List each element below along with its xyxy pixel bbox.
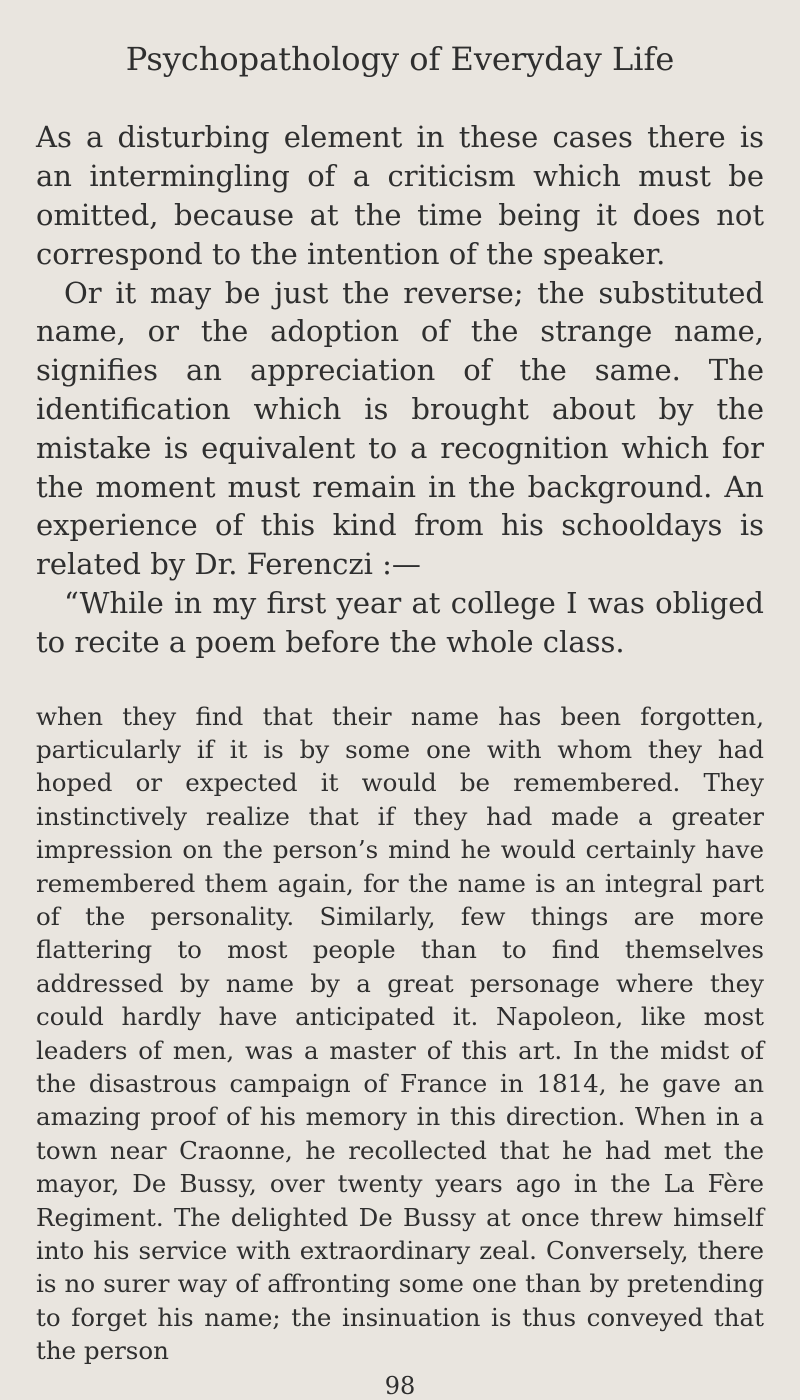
paragraph: Or it may be just the reverse; the substituted name, or the adoption of the strange name, signifies an appreciation of the same. The identification which is brought about by the mistake is equivalent to a recognition which for the moment must remain in the background. An experience of this kind from his schooldays is related by Dr. Ferenczi :— <box>36 275 764 582</box>
paragraph: “While in my first year at college I was obliged to recite a poem before the whole class. <box>36 585 764 659</box>
paragraph: when they find that their name has been forgotten, particularly if it is by some one with whom they had hoped or expected it would be remembered. They instinctively realize that if they had made a greater impression on the person’s mind he would certainly have remembered them again, for the name is an integral part of the personality. Similarly, few things are more flattering to most people than to find themselves addressed by name by a great personage where they could hardly have anticipated it. Napoleon, like most leaders of men, was a master of this art. In the midst of the disastrous campaign of France in 1814, he gave an amazing proof of his memory in this direction. When in a town near Craonne, he recollected that he had met the mayor, De Bussy, over twenty years ago in the La Fère Regiment. The delighted De Bussy at once threw himself into his service with extraordinary zeal. Conversely, there is no surer way of affronting some one than by pretending to forget his name; the insinuation is thus conveyed that the person <box>36 701 764 1366</box>
running-head: Psychopathology of Everyday Life <box>125 40 675 78</box>
upper-text-block <box>36 118 764 661</box>
lower-text-block <box>36 700 764 1368</box>
page-number: 98 <box>384 1371 416 1400</box>
paragraph: As a disturbing element in these cases there is an intermingling of a criticism which must be omitted, because at the time being it does not correspond to the intention of the speaker. <box>36 120 764 271</box>
